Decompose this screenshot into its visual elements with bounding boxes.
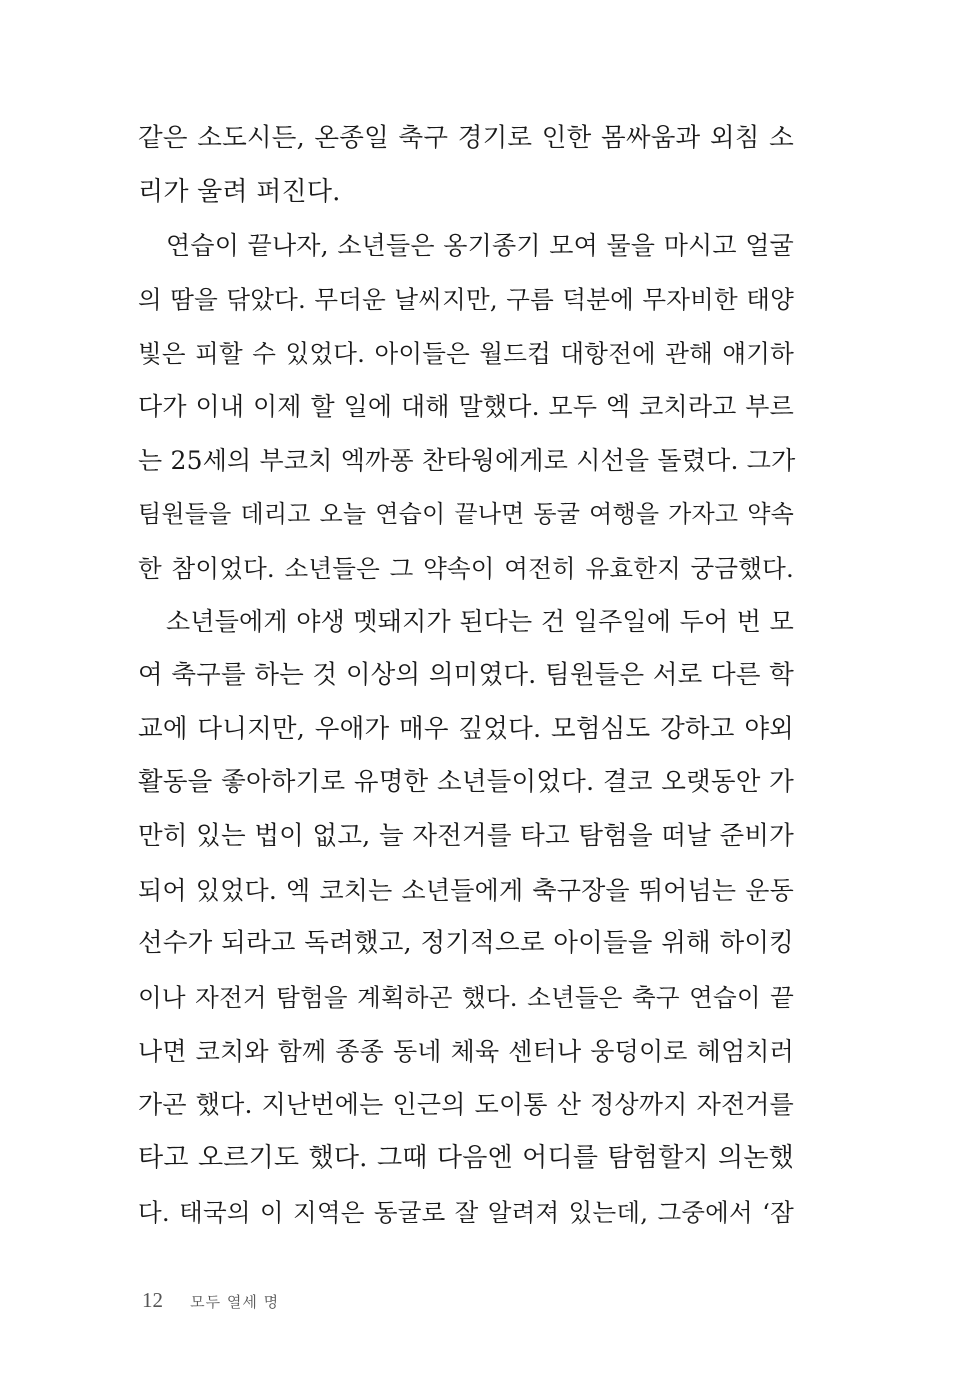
text-line: 활동을 좋아하기로 유명한 소년들이었다. 결코 오랫동안 가 [138, 767, 794, 798]
running-title: 모두 열세 명 [190, 1293, 280, 1311]
text-line: 이나 자전거 탐험을 계획하곤 했다. 소년들은 축구 연습이 끝 [138, 983, 794, 1012]
text-line: 연습이 끝나자, 소년들은 옹기종기 모여 물을 마시고 얼굴 [166, 231, 794, 261]
text-line: 가곤 했다. 지난번에는 인근의 도이통 산 정상까지 자전거를 [138, 1090, 794, 1120]
text-line: 나면 코치와 함께 종종 동네 체육 센터나 웅덩이로 헤엄치러 [138, 1036, 794, 1066]
text-line: 같은 소도시든, 온종일 축구 경기로 인한 몸싸움과 외침 소 [138, 123, 794, 153]
text-line: 리가 울려 퍼진다. [138, 176, 341, 207]
text-line: 만히 있는 법이 없고, 늘 자전거를 타고 탐험을 떠날 준비가 [138, 820, 794, 851]
text-line: 빛은 피할 수 있었다. 아이들은 월드컵 대항전에 관해 얘기하 [138, 338, 794, 368]
text-line: 한 참이었다. 소년들은 그 약속이 여전히 유효한지 궁금했다. [138, 553, 794, 583]
page-footer [142, 1285, 279, 1315]
text-line: 소년들에게 야생 멧돼지가 된다는 건 일주일에 두어 번 모 [166, 607, 794, 637]
text-line: 되어 있었다. 엑 코치는 소년들에게 축구장을 뛰어넘는 운동 [138, 875, 794, 905]
text-line: 여 축구를 하는 것 이상의 의미였다. 팀원들은 서로 다른 학 [138, 659, 794, 690]
text-line: 는 25세의 부코치 엑까퐁 찬타웡에게로 시선을 돌렸다. 그가 [138, 446, 796, 476]
text-line: 다. 태국의 이 지역은 동굴로 잘 알려져 있는데, 그중에서 ‘잠 [138, 1197, 794, 1227]
page-number: 12 [142, 1288, 163, 1312]
text-line: 타고 오르기도 했다. 그때 다음엔 어디를 탐험할지 의논했 [138, 1143, 794, 1174]
text-line: 선수가 되라고 독려했고, 정기적으로 아이들을 위해 하이킹 [138, 928, 794, 959]
text-line: 교에 다니지만, 우애가 매우 깊었다. 모험심도 강하고 야외 [138, 713, 794, 744]
body-text [138, 112, 794, 1239]
text-line: 팀원들을 데리고 오늘 연습이 끝나면 동굴 여행을 가자고 약속 [138, 499, 794, 528]
text-line: 다가 이내 이제 할 일에 대해 말했다. 모두 엑 코치라고 부르 [138, 392, 794, 422]
text-line: 의 땀을 닦았다. 무더운 날씨지만, 구름 덕분에 무자비한 태양 [138, 285, 794, 315]
